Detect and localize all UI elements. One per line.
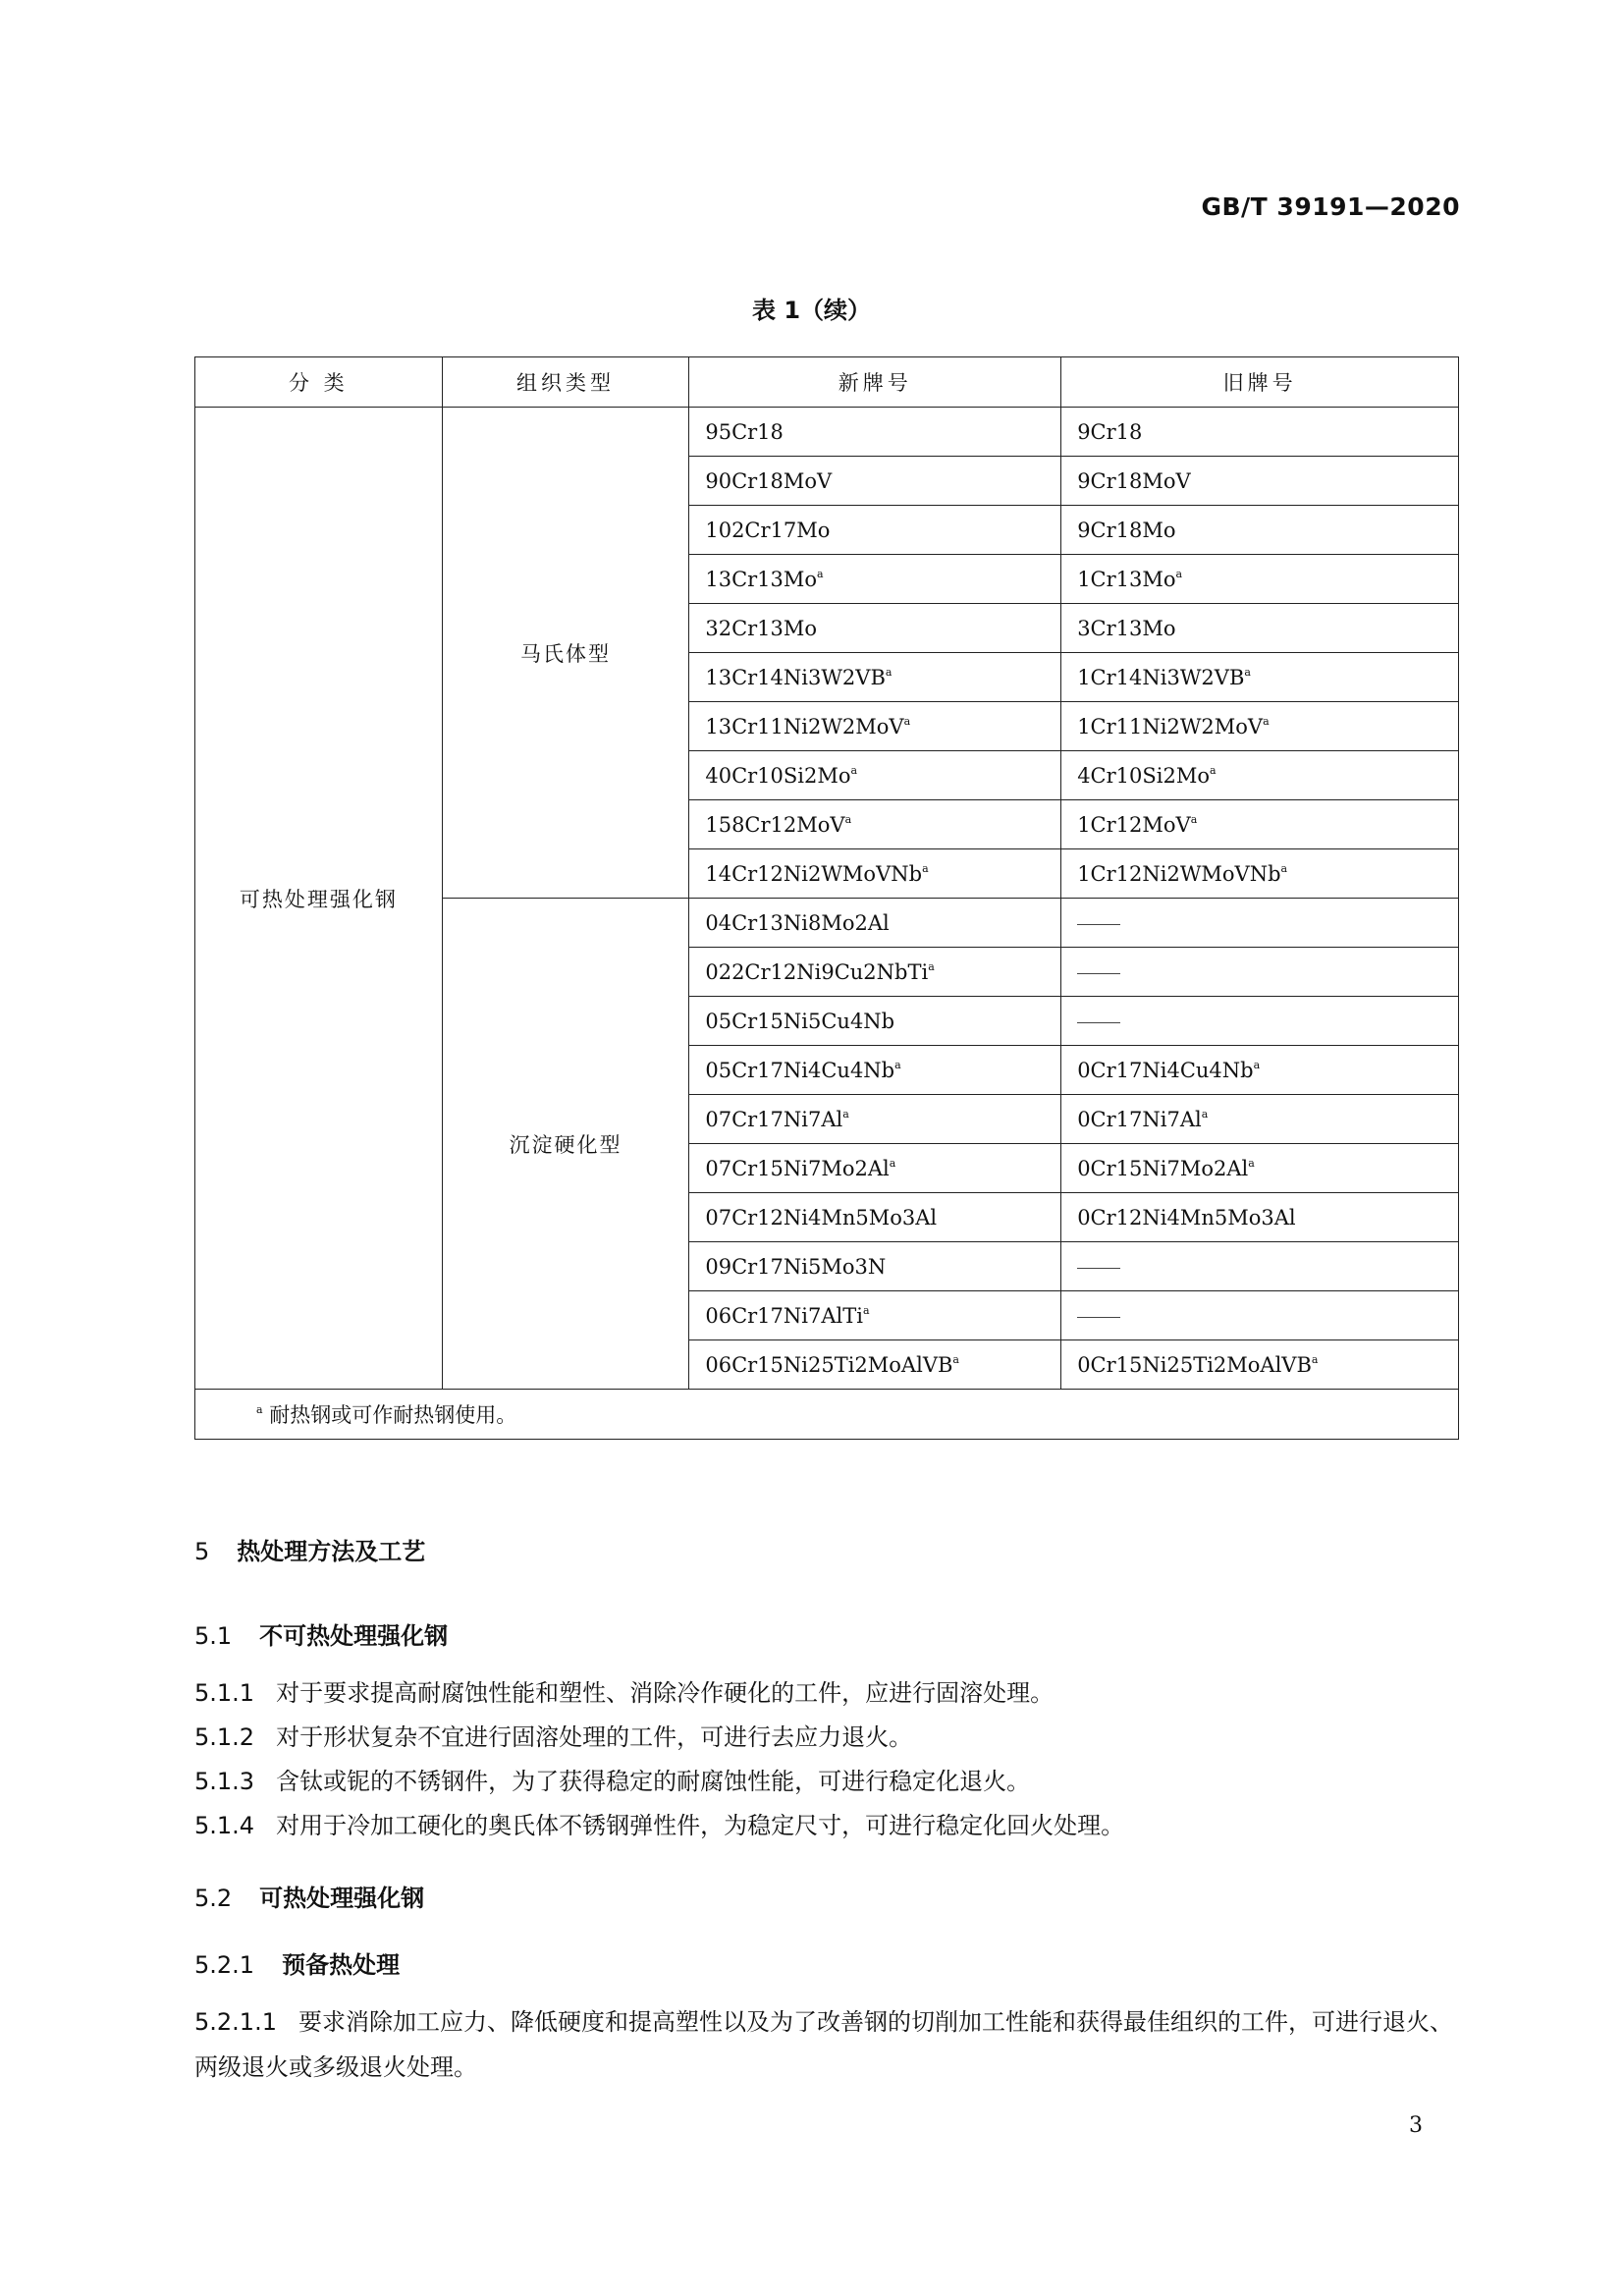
footnote-text: 耐热钢或可作耐热钢使用。 — [269, 1403, 517, 1427]
old-grade-cell-text: 9Cr18Mo — [1077, 518, 1176, 542]
new-grade-cell-text: 90Cr18MoV — [705, 468, 833, 493]
footnote-ref: a — [817, 567, 824, 580]
section-5-2-1-heading — [194, 1945, 400, 1980]
footnote-ref: a — [1201, 1107, 1209, 1121]
clause-text: 对于要求提高耐腐蚀性能和塑性、消除冷作硬化的工件，应进行固溶处理。 — [276, 1679, 1055, 1707]
footnote-ref: a — [842, 1107, 849, 1121]
footnote-ref: a — [1210, 763, 1217, 777]
old-grade-cell-text: 9Cr18MoV — [1077, 468, 1191, 493]
clause-text: 要求消除加工应力、降低硬度和提高塑性以及为了改善钢的切削加工性能和获得最佳组织的工件，可进行退火、两级退火或多级退火处理。 — [194, 2008, 1453, 2081]
section-number: 5.2.1 — [194, 1951, 255, 1979]
section-number: 5.1 — [194, 1622, 233, 1650]
old-grade-cell-text: 0Cr17Ni7Al — [1077, 1107, 1202, 1131]
section-5-heading — [194, 1532, 425, 1566]
old-grade-cell — [1061, 653, 1459, 702]
new-grade-cell-text: 09Cr17Ni5Mo3N — [705, 1254, 887, 1279]
new-grade-cell — [689, 555, 1061, 604]
old-grade-cell — [1061, 997, 1459, 1046]
dash-placeholder — [1077, 973, 1120, 974]
footnote-ref: a — [850, 763, 858, 777]
new-grade-cell — [689, 1144, 1061, 1193]
col-header-category: 分 类 — [195, 357, 443, 408]
footnote-ref: a — [1190, 812, 1198, 826]
old-grade-cell-text: 4Cr10Si2Mo — [1077, 763, 1210, 788]
section-title: 可热处理强化钢 — [259, 1885, 425, 1912]
new-grade-cell-text: 158Cr12MoV — [705, 812, 845, 837]
old-grade-cell — [1061, 506, 1459, 555]
new-grade-cell-text: 07Cr12Ni4Mn5Mo3Al — [705, 1205, 938, 1230]
footnote-ref: a — [894, 1058, 901, 1071]
section-title: 不可热处理强化钢 — [259, 1622, 449, 1650]
footnote-ref: a — [1253, 1058, 1261, 1071]
new-grade-cell-text: 07Cr15Ni7Mo2Al — [705, 1156, 890, 1180]
old-grade-cell — [1061, 1144, 1459, 1193]
old-grade-cell — [1061, 604, 1459, 653]
new-grade-cell-text: 05Cr15Ni5Cu4Nb — [705, 1009, 895, 1033]
footnote-ref: a — [885, 665, 893, 679]
new-grade-cell-text: 13Cr14Ni3W2VB — [705, 665, 886, 689]
old-grade-cell-text: 1Cr11Ni2W2MoV — [1077, 714, 1264, 738]
table-title: 表 1（续） — [751, 297, 872, 324]
old-grade-cell-text: 0Cr15Ni7Mo2Al — [1077, 1156, 1249, 1180]
new-grade-cell — [689, 948, 1061, 997]
new-grade-cell — [689, 1193, 1061, 1242]
new-grade-cell — [689, 751, 1061, 800]
footnote-marker: a — [256, 1403, 263, 1416]
footnote-ref: a — [844, 812, 852, 826]
new-grade-cell — [689, 1242, 1061, 1291]
section-number: 5 — [194, 1538, 210, 1565]
steel-grade-table — [194, 356, 1459, 1440]
new-grade-cell — [689, 408, 1061, 457]
old-grade-cell — [1061, 948, 1459, 997]
section-title: 预备热处理 — [282, 1951, 401, 1979]
old-grade-cell — [1061, 1340, 1459, 1390]
table-row — [195, 408, 1459, 457]
old-grade-cell-text: 3Cr13Mo — [1077, 616, 1176, 640]
old-grade-cell-text: 0Cr12Ni4Mn5Mo3Al — [1077, 1205, 1296, 1230]
new-grade-cell — [689, 1291, 1061, 1340]
old-grade-cell — [1061, 899, 1459, 948]
new-grade-cell-text: 05Cr17Ni4Cu4Nb — [705, 1058, 895, 1082]
new-grade-cell — [689, 800, 1061, 849]
clause-5-1-4 — [194, 1803, 1461, 1848]
old-grade-cell-text: 1Cr12MoV — [1077, 812, 1191, 837]
new-grade-cell-text: 14Cr12Ni2WMoVNb — [705, 861, 923, 886]
dash-placeholder — [1077, 1268, 1120, 1269]
old-grade-cell-text: 0Cr15Ni25Ti2MoAlVB — [1077, 1352, 1312, 1377]
footnote-ref: a — [1175, 567, 1183, 580]
old-grade-cell — [1061, 1046, 1459, 1095]
new-grade-cell-text: 13Cr13Mo — [705, 567, 818, 591]
col-header-structure-type: 组织类型 — [442, 357, 689, 408]
old-grade-cell — [1061, 408, 1459, 457]
table-body — [195, 408, 1459, 1390]
old-grade-cell — [1061, 1242, 1459, 1291]
old-grade-cell — [1061, 849, 1459, 899]
clause-5-1-2 — [194, 1715, 1461, 1760]
new-grade-cell — [689, 849, 1061, 899]
new-grade-cell-text: 13Cr11Ni2W2MoV — [705, 714, 904, 738]
footnote-ref: a — [889, 1156, 896, 1170]
old-grade-cell — [1061, 457, 1459, 506]
old-grade-cell-text: 1Cr13Mo — [1077, 567, 1176, 591]
clause-text: 对用于冷加工硬化的奥氏体不锈钢弹性件，为稳定尺寸，可进行稳定化回火处理。 — [276, 1812, 1125, 1839]
footnote-ref: a — [952, 1352, 959, 1366]
new-grade-cell — [689, 506, 1061, 555]
new-grade-cell-text: 06Cr15Ni25Ti2MoAlVB — [705, 1352, 953, 1377]
old-grade-cell-text: 1Cr12Ni2WMoVNb — [1077, 861, 1281, 886]
old-grade-cell-text: 0Cr17Ni4Cu4Nb — [1077, 1058, 1254, 1082]
footnote-ref: a — [862, 1303, 870, 1317]
table-footnote-row — [195, 1390, 1459, 1440]
old-grade-cell — [1061, 1095, 1459, 1144]
dash-placeholder — [1077, 1317, 1120, 1318]
old-grade-cell — [1061, 555, 1459, 604]
new-grade-cell — [689, 1340, 1061, 1390]
new-grade-cell-text: 07Cr17Ni7Al — [705, 1107, 843, 1131]
category-cell: 可热处理强化钢 — [195, 408, 443, 1390]
old-grade-cell — [1061, 751, 1459, 800]
new-grade-cell — [689, 899, 1061, 948]
new-grade-cell-text: 95Cr18 — [705, 419, 784, 444]
footnote-ref: a — [1280, 861, 1288, 875]
clause-number: 5.1.3 — [194, 1768, 255, 1795]
section-5-1-heading — [194, 1616, 448, 1651]
new-grade-cell-text: 102Cr17Mo — [705, 518, 831, 542]
new-grade-cell — [689, 653, 1061, 702]
new-grade-cell-text: 40Cr10Si2Mo — [705, 763, 851, 788]
page-number: 3 — [1409, 2113, 1423, 2138]
footnote-ref: a — [1263, 714, 1270, 728]
col-header-new-grade: 新牌号 — [689, 357, 1061, 408]
clause-number: 5.2.1.1 — [194, 2008, 277, 2036]
old-grade-cell — [1061, 1291, 1459, 1340]
new-grade-cell-text: 06Cr17Ni7AlTi — [705, 1303, 863, 1328]
footnote-ref: a — [1248, 1156, 1255, 1170]
footnote-ref: a — [928, 959, 935, 973]
footnote-ref: a — [903, 714, 911, 728]
new-grade-cell — [689, 457, 1061, 506]
footnote-ref: a — [1244, 665, 1251, 679]
old-grade-cell-text: 9Cr18 — [1077, 419, 1143, 444]
dash-placeholder — [1077, 1022, 1120, 1023]
section-number: 5.2 — [194, 1885, 233, 1912]
new-grade-cell-text: 32Cr13Mo — [705, 616, 818, 640]
col-header-old-grade: 旧牌号 — [1061, 357, 1459, 408]
clause-5-1-1 — [194, 1670, 1461, 1716]
new-grade-cell-text: 022Cr12Ni9Cu2NbTi — [705, 959, 929, 984]
new-grade-cell — [689, 1046, 1061, 1095]
table-footnote — [195, 1390, 1459, 1440]
new-grade-cell-text: 04Cr13Ni8Mo2Al — [705, 910, 890, 935]
old-grade-cell — [1061, 702, 1459, 751]
standard-number: GB/T 39191—2020 — [1201, 192, 1460, 221]
new-grade-cell — [689, 702, 1061, 751]
clause-number: 5.1.4 — [194, 1812, 255, 1839]
clause-number: 5.1.2 — [194, 1723, 255, 1751]
structure-type-cell: 沉淀硬化型 — [442, 899, 689, 1390]
section-title: 热处理方法及工艺 — [237, 1538, 426, 1565]
footnote-ref: a — [922, 861, 929, 875]
section-5-2-heading — [194, 1879, 424, 1913]
clause-5-1-3 — [194, 1759, 1461, 1804]
clause-text: 含钛或铌的不锈钢件，为了获得稳定的耐腐蚀性能，可进行稳定化退火。 — [276, 1768, 1031, 1795]
clause-5-2-1-1 — [194, 1999, 1461, 2090]
clause-number: 5.1.1 — [194, 1679, 255, 1707]
old-grade-cell-text: 1Cr14Ni3W2VB — [1077, 665, 1245, 689]
old-grade-cell — [1061, 1193, 1459, 1242]
clause-text: 对于形状复杂不宜进行固溶处理的工件，可进行去应力退火。 — [276, 1723, 913, 1751]
new-grade-cell — [689, 1095, 1061, 1144]
structure-type-cell: 马氏体型 — [442, 408, 689, 899]
new-grade-cell — [689, 604, 1061, 653]
footnote-ref: a — [1311, 1352, 1319, 1366]
old-grade-cell — [1061, 800, 1459, 849]
table-header-row — [195, 357, 1459, 408]
dash-placeholder — [1077, 924, 1120, 925]
new-grade-cell — [689, 997, 1061, 1046]
